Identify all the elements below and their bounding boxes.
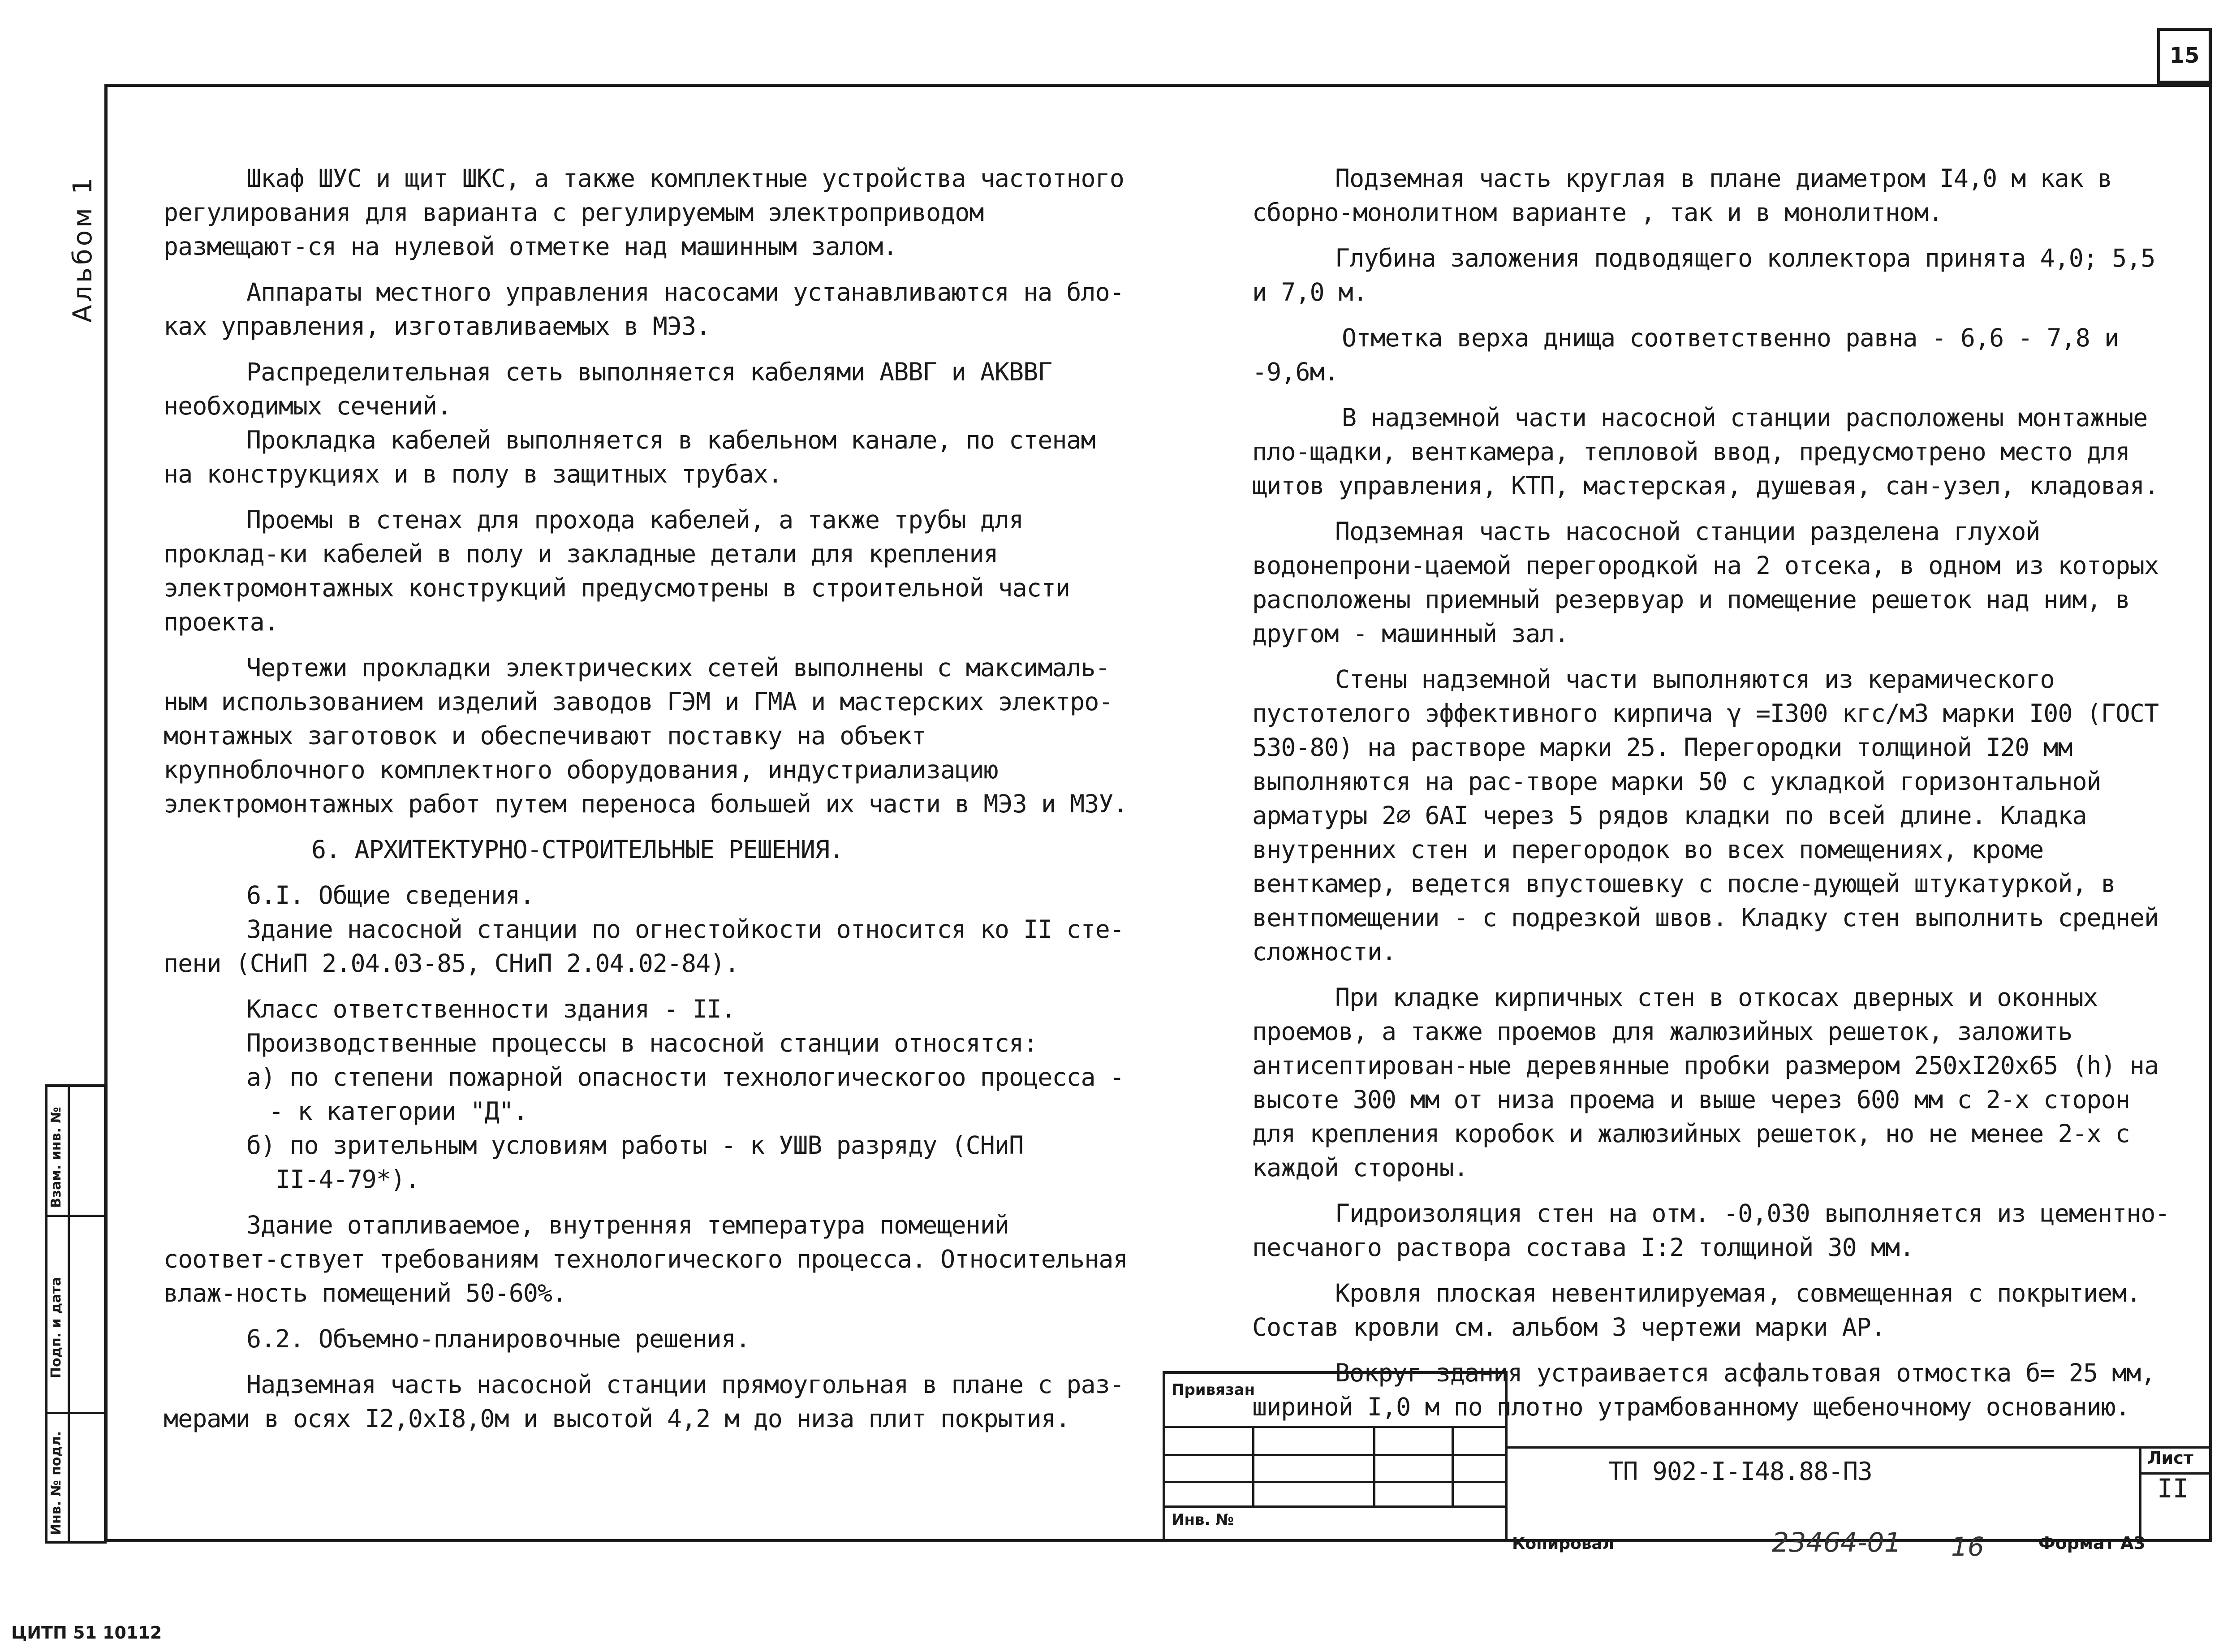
left-paragraph: Производственные процессы в насосной станции относятся:	[246, 1029, 1038, 1057]
left-paragraph: Распределительная сеть выполняется кабелями АВВГ и АКВВГ необходимых сечений.	[164, 358, 1052, 420]
left-paragraph: Прокладка кабелей выполняется в кабельном канале, по стенам на конструкциях и в полу в защитных трубах.	[164, 426, 1095, 488]
section-heading: 6. АРХИТЕКТУРНО-СТРОИТЕЛЬНЫЕ РЕШЕНИЯ.	[311, 835, 844, 864]
left-paragraph: Здание отапливаемое, внутренняя температура помещений соответ-ствует требованиям технологического процесса. Относительная влаж-ность помещений 50-60%.	[164, 1211, 1128, 1307]
page-number-box	[2157, 28, 2212, 84]
handwritten-code: 23464-01	[1772, 1527, 1901, 1558]
doc-code: ТП 902-I-I48.88-ПЗ	[1608, 1457, 1872, 1486]
list-item: а) по степени пожарной опасности технологическогоо процесса -	[246, 1063, 1124, 1091]
inv-no-label: Инв. №	[1172, 1511, 1234, 1529]
left-paragraph: Чертежи прокладки электрических сетей выполнены с максималь-ным использованием изделий заводов ГЭМ и ГМА и мастерских электро-монтажных заготовок и обеспечивают поставку на объект крупноблочного комплектного оборудования, индустриализацию электромонтажных работ путем переноса большей их части в МЭЗ и МЗУ.	[164, 653, 1128, 818]
right-paragraph: Отметка верха днища соответственно равна - 6,6 - 7,8 и -9,6м.	[1252, 323, 2119, 386]
right-paragraph: Гидроизоляция стен на отм. -0,030 выполняется из цементно-песчаного раствора состава I:2 толщиной 30 мм.	[1252, 1199, 2170, 1262]
subsection-heading: 6.2. Объемно-планировочные решения.	[246, 1324, 750, 1353]
title-block	[1163, 1371, 2212, 1542]
right-paragraph: При кладке кирпичных стен в откосах дверных и оконных проемов, а также проемов для жалюзийных решеток, заложить антисептирован-ные деревянные пробки размером 250xI20x65 (h) на высоте 300 мм от низа проема и выше через 600 мм с 2-х сторон для крепления коробок и жалюзийных решеток, но не менее 2-х с каждой стороны.	[1252, 983, 2159, 1182]
subsection-heading: 6.I. Общие сведения.	[246, 881, 534, 910]
page-number: 15	[2169, 43, 2200, 68]
print-code: ЦИТП 51 10112	[11, 1623, 162, 1643]
handwritten-number: 16	[1951, 1531, 1984, 1562]
kopiroval-label: Копировал	[1512, 1535, 1615, 1553]
left-paragraph: Надземная часть насосной станции прямоугольная в плане с раз-мерами в осях I2,0xI8,0м и высотой 4,2 м до низа плит покрытия.	[164, 1370, 1124, 1433]
album-label: Альбом 1	[67, 175, 98, 323]
privyazan-label: Привязан	[1172, 1381, 1255, 1399]
right-paragraph: В надземной части насосной станции расположены монтажные пло-щадки, венткамера, тепловой ввод, предусмотрено место для щитов управления, КТП, мастерская, душевая, сан-узел, кладовая.	[1252, 403, 2159, 500]
right-column	[1252, 161, 2180, 1436]
right-paragraph: Подземная часть круглая в плане диаметром I4,0 м как в сборно-монолитном варианте , так и в монолитном.	[1252, 164, 2112, 227]
left-paragraph: Шкаф ШУС и щит ШКС, а также комплектные устройства частотного регулирования для варианта с регулируемым электроприводом размещают-ся на нулевой отметке над машинным залом.	[164, 164, 1124, 261]
left-paragraph: Здание насосной станции по огнестойкости относится ко II сте-пени (СНиП 2.04.03-85, СНиП 2.04.02-84).	[164, 915, 1124, 978]
stamp-inv-podl: Инв. № подл.	[48, 1431, 64, 1535]
format-label: Формат А3	[2038, 1533, 2146, 1553]
right-paragraph: Стены надземной части выполняются из керамического пустотелого эффективного кирпича γ =I300 кгс/м3 марки I00 (ГОСТ 530-80) на растворе марки 25. Перегородки толщиной I20 мм выполняются на рас-творе марки 50 с укладкой горизонтальной арматуры 2⌀ 6AI через 5 рядов кладки по всей длине. Кладка внутренних стен и перегородок во всех помещениях, кроме венткамер, ведется впустошевку с после-дующей штукатуркой, в вентпомещении - с подрезкой швов. Кладку стен выполнить средней сложности.	[1252, 665, 2159, 966]
right-paragraph: Подземная часть насосной станции разделена глухой водонепрони-цаемой перегородкой на 2 отсека, в одном из которых расположены приемный резервуар и помещение решеток над ним, в другом - машинный зал.	[1252, 517, 2159, 648]
stamp-inv-vzam: Взам. инв. №	[48, 1107, 64, 1208]
right-paragraph: Вокруг здания устраивается асфальтовая отмостка б= 25 мм, шириной I,0 м по плотно утрамбованному щебеночному основанию.	[1252, 1359, 2155, 1421]
left-paragraph: Проемы в стенах для прохода кабелей, а также трубы для проклад-ки кабелей в полу и закладные детали для крепления электромонтажных конструкций предусмотрены в строительной части проекта.	[164, 505, 1070, 636]
list-item: б) по зрительным условиям работы - к УШВ разряду (СНиП	[246, 1131, 1024, 1160]
list-item-continuation: II-4-79*).	[276, 1165, 420, 1194]
left-paragraph: Аппараты местного управления насосами устанавливаются на бло-ках управления, изготавливаемых в МЭЗ.	[164, 278, 1124, 341]
right-paragraph: Кровля плоская невентилируемая, совмещенная с покрытием. Состав кровли см. альбом 3 чертежи марки АР.	[1252, 1279, 2141, 1341]
left-column	[164, 161, 1131, 1447]
list-item-continuation: - к категории "Д".	[269, 1097, 528, 1126]
sheet-number: II	[2157, 1473, 2189, 1504]
right-paragraph: Глубина заложения подводящего коллектора принята 4,0; 5,5 и 7,0 м.	[1252, 244, 2155, 306]
left-stamp	[45, 1084, 107, 1544]
left-paragraph: Класс ответственности здания - II.	[246, 995, 736, 1023]
stamp-podp-data: Подп. и дата	[48, 1277, 64, 1378]
sheet-label: Лист	[2147, 1448, 2193, 1468]
